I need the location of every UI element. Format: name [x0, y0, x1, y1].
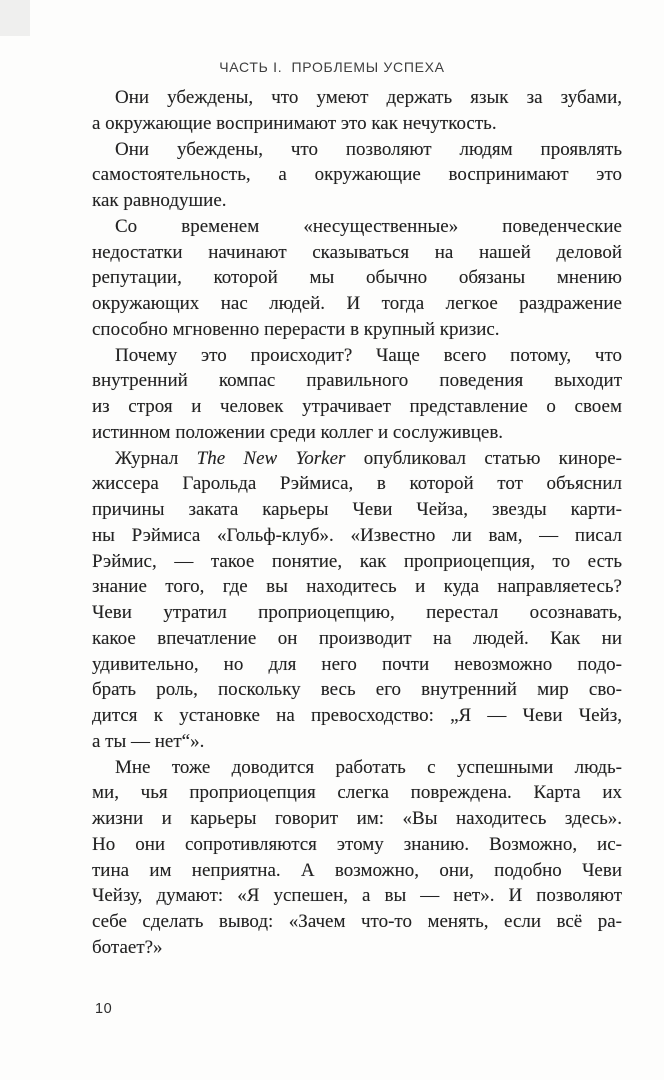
text-run: какое впечатление он производит на людей. Как ни: [92, 627, 622, 649]
text-run: как равнодушие.: [92, 190, 227, 211]
text-run: знание того, где вы находитесь и куда направляетесь?: [92, 576, 622, 598]
text-line: [92, 343, 622, 369]
text-line: [92, 420, 622, 446]
text-run: ми, чья проприоцепция слегка повреждена. Карта их: [92, 782, 622, 804]
text-run: опубликовал статью киноре-: [345, 447, 622, 469]
text-line: [92, 858, 622, 884]
text-line: [92, 188, 622, 214]
text-run: тина им неприятна. А возможно, они, подобно Чеви: [92, 859, 622, 881]
text-run: репутации, которой мы обычно обязаны мнению: [92, 267, 622, 289]
text-run: Чеви утратил проприоцепцию, перестал осознавать,: [92, 602, 622, 623]
text-run: а ты — нет“».: [92, 730, 205, 752]
text-line: [92, 214, 622, 240]
text-run: самостоятельность, а окружающие воспринимают это: [92, 164, 622, 186]
text-line: [92, 111, 622, 137]
text-line: [92, 935, 622, 961]
text-run: Рэймис, — такое понятие, как проприоцепция, то есть: [92, 550, 622, 572]
text-line: [92, 137, 622, 163]
text-run: из строя и человек утрачивает представление о своем: [92, 396, 622, 417]
paragraph: [92, 214, 622, 343]
text-run: а окружающие воспринимают это как нечуткость.: [92, 112, 497, 134]
text-run: Чейзу, думают: «Я успешен, а вы — нет». И позволяют: [92, 885, 622, 907]
paragraph: [92, 85, 622, 137]
scan-artifact: [0, 0, 30, 36]
paragraph: [92, 446, 622, 755]
text-line: [92, 832, 622, 858]
text-line: [92, 703, 622, 729]
text-line: [92, 729, 622, 755]
text-line: [92, 909, 622, 935]
text-line: [92, 600, 622, 626]
text-run: Но они сопротивляются этому знанию. Возможно, ис-: [92, 833, 622, 855]
text-line: [92, 677, 622, 703]
text-run: Почему это происходит? Чаще всего потому, что: [115, 344, 622, 366]
text-line: [92, 652, 622, 678]
text-line: [92, 755, 622, 781]
text-line: [92, 497, 622, 523]
text-line: [92, 85, 622, 111]
text-run: дится к установке на превосходство: „Я — Чеви Чейз,: [92, 705, 622, 726]
text-run: причины заката карьеры Чеви Чейза, звезды карти-: [92, 499, 622, 520]
text-line: [92, 394, 622, 420]
text-line: [92, 523, 622, 549]
body-text: [92, 85, 622, 961]
running-head: ЧАСТЬ I. ПРОБЛЕМЫ УСПЕХА: [219, 59, 445, 75]
paragraph: [92, 755, 622, 961]
text-run: способно мгновенно перерасти в крупный кризис.: [92, 318, 500, 340]
text-line: [92, 162, 622, 188]
text-line: [92, 471, 622, 497]
text-run: себе сделать вывод: «Зачем что-то менять, если всё ра-: [92, 911, 622, 932]
text-line: [92, 806, 622, 832]
text-line: [92, 240, 622, 266]
text-run: жиссера Гарольда Рэймиса, в которой тот объяснил: [92, 473, 622, 495]
text-line: [92, 883, 622, 909]
text-line: [92, 549, 622, 575]
italic-run: The New Yorker: [196, 447, 346, 469]
text-run: жизни и карьеры говорит им: «Вы находитесь здесь».: [92, 808, 622, 829]
text-run: Журнал: [115, 447, 197, 469]
text-run: Они убеждены, что умеют держать язык за зубами,: [115, 87, 622, 108]
text-run: ны Рэймиса «Гольф-клуб». «Известно ли вам, — писал: [92, 524, 622, 546]
text-line: [92, 291, 622, 317]
paragraph: [92, 343, 622, 446]
paragraph: [92, 137, 622, 214]
text-line: [92, 317, 622, 343]
text-run: Мне тоже доводится работать с успешными людь-: [115, 756, 622, 778]
text-run: окружающих нас людей. И тогда легкое раздражение: [92, 293, 622, 314]
text-line: [92, 780, 622, 806]
text-run: истинном положении среди коллег и сослуживцев.: [92, 421, 504, 443]
text-run: брать роль, поскольку весь его внутренний мир сво-: [92, 679, 622, 701]
text-run: удивительно, но для него почти невозможно подо-: [92, 653, 622, 675]
page-number: 10: [95, 1001, 113, 1017]
text-run: недостатки начинают сказываться на нашей деловой: [92, 241, 622, 263]
text-line: [92, 368, 622, 394]
text-line: [92, 446, 622, 472]
text-run: Со временем «несущественные» поведенческие: [115, 215, 622, 237]
text-run: Они убеждены, что позволяют людям проявлять: [115, 138, 622, 160]
text-run: внутренний компас правильного поведения выходит: [92, 370, 622, 392]
text-line: [92, 574, 622, 600]
text-run: ботает?»: [92, 936, 163, 958]
text-line: [92, 626, 622, 652]
text-line: [92, 265, 622, 291]
